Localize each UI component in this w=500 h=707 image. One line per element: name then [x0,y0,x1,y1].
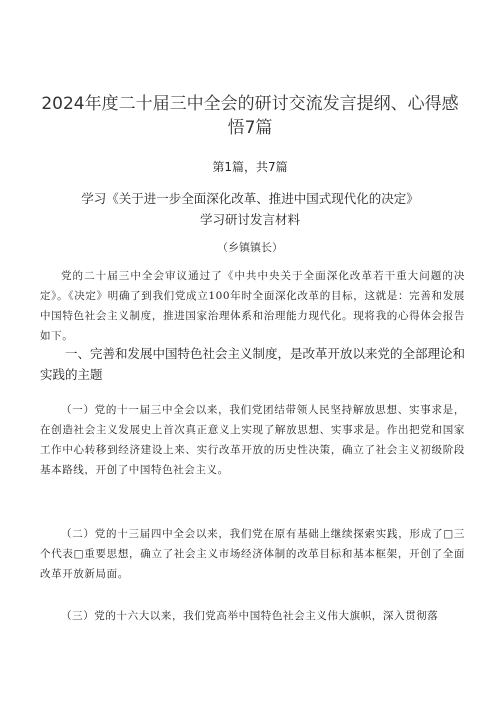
intro-paragraph: 党的二十届三中全会审议通过了《中共中央关于全面深化改革若干重大问题的决定》。《决定》明确了到我们党成立100年时全面深化改革的目标，这就是：完善和发展中国特色社会主义制度，推进国家治理体系和治理能力现代化。现将我的心得体会报告如下。 [40,270,465,342]
body-paragraph-3: （三）党的十六大以来，我们党高举中国特色社会主义伟大旗帜，深入贯彻落 [61,610,439,622]
document-title: 2024年度二十届三中全会的研讨交流发言提纲、心得感悟7篇 [41,94,459,138]
article-title [30,188,470,230]
article-title-line-2: 学习研讨发言材料 [199,212,300,227]
part-label: 第1篇，共7篇 [212,160,288,174]
section-heading: 一、完善和发展中国特色社会主义制度，是改革开放以来党的全部理论和实践的主题 [40,346,466,382]
body-paragraph-2: （二）党的十三届四中全会以来，我们党在原有基础上继续探索实践，形成了□三个代表□重要思想，确立了社会主义市场经济体制的改革目标和基本框架，开创了全面改革开放新局面。 [40,528,465,580]
author-line: （乡镇镇长） [217,241,283,254]
body-paragraph-1: （一）党的十一届三中全会以来，我们党团结带领人民坚持解放思想、实事求是，在创造社会主义发展史上首次真正意义上实现了解放思想、实事求是。作出把党和国家工作中心转移到经济建设上来、实行改革开放的历史性决策，确立了社会主义初级阶段基本路线，开创了中国特色社会主义。 [40,404,465,476]
article-title-line-1: 学习《关于进一步全面深化改革、推进中国式现代化的决定》 [81,191,419,206]
